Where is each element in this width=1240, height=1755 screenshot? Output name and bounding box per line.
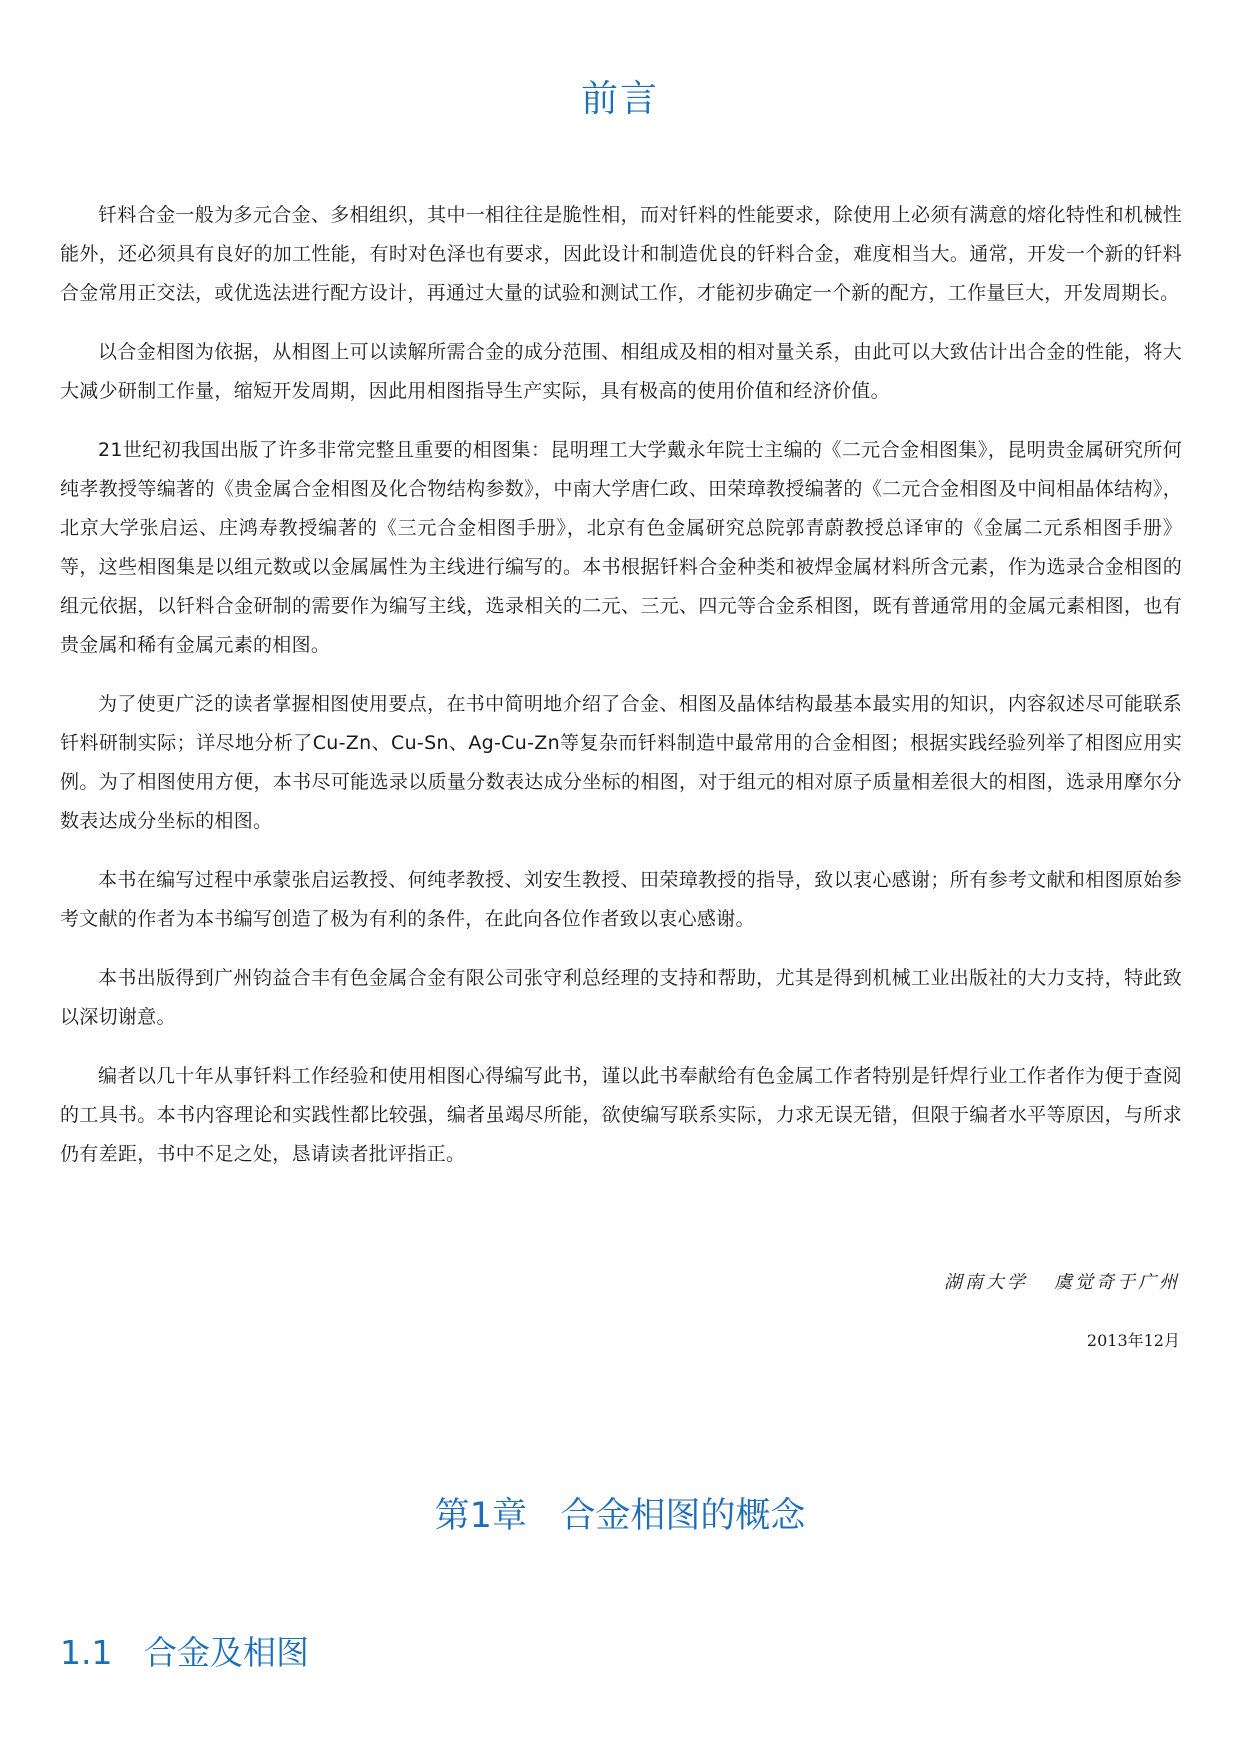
preface-paragraph-1: 钎料合金一般为多元合金、多相组织，其中一相往往是脆性相，而对钎料的性能要求，除使用上必须有满意的熔化特性和机械性能外，还必须具有良好的加工性能，有时对色泽也有要求，因此设计和制造优良的钎料合金，难度相当大。通常，开发一个新的钎料合金常用正交法，或优选法进行配方设计，再通过大量的试验和测试工作，才能初步确定一个新的配方，工作量巨大，开发周期长。 [60, 204, 1182, 304]
preface-paragraph-4: 为了使更广泛的读者掌握相图使用要点，在书中简明地介绍了合金、相图及晶体结构最基本最实用的知识，内容叙述尽可能联系钎料研制实际；详尽地分析了Cu-Zn、Cu-Sn、Ag-Cu-Zn等复杂而钎料制造中最常用的合金相图；根据实践经验列举了相图应用实例。为了相图使用方便，本书尽可能选录以质量分数表达成分坐标的相图，对于组元的相对原子质量相差很大的相图，选录用摩尔分数表达成分坐标的相图。 [60, 693, 1182, 832]
preface-paragraph-7: 编者以几十年从事钎料工作经验和使用相图心得编写此书，谨以此书奉献给有色金属工作者特别是钎焊行业工作者作为便于查阅的工具书。本书内容理论和实践性都比较强，编者虽竭尽所能，欲使编写联系实际，力求无误无错，但限于编者水平等原因，与所求仍有差距，书中不足之处，恳请读者批评指正。 [60, 1065, 1182, 1165]
section-title: 1.1 合金及相图 [60, 1633, 309, 1672]
preface-paragraph-5: 本书在编写过程中承蒙张启运教授、何纯孝教授、刘安生教授、田荣璋教授的指导，致以衷心感谢；所有参考文献和相图原始参考文献的作者为本书编写创造了极为有利的条件，在此向各位作者致以衷心感谢。 [60, 869, 1182, 930]
preface-date: 2013年12月 [1086, 1331, 1180, 1350]
chapter-title: 第1章 合金相图的概念 [434, 1496, 806, 1536]
author-signature: 湖南大学 虞觉奇于广州 [943, 1272, 1180, 1293]
preface-body [60, 196, 1182, 1194]
preface-paragraph-3: 21世纪初我国出版了许多非常完整且重要的相图集：昆明理工大学戴永年院士主编的《二元合金相图集》，昆明贵金属研究所何纯孝教授等编著的《贵金属合金相图及化合物结构参数》，中南大学唐仁政、田荣璋教授编著的《二元合金相图及中间相晶体结构》，北京大学张启运、庄鸿寿教授编著的《三元合金相图手册》，北京有色金属研究总院郭青蔚教授总译审的《金属二元系相图手册》等，这些相图集是以组元数或以金属属性为主线进行编写的。本书根据钎料合金种类和被焊金属材料所含元素，作为选录合金相图的组元依据，以钎料合金研制的需要作为编写主线，选录相关的二元、三元、四元等合金系相图，既有普通常用的金属元素相图，也有贵金属和稀有金属元素的相图。 [60, 439, 1182, 656]
preface-paragraph-2: 以合金相图为依据，从相图上可以读解所需合金的成分范围、相组成及相的相对量关系，由此可以大致估计出合金的性能，将大大减少研制工作量，缩短开发周期，因此用相图指导生产实际，具有极高的使用价值和经济价值。 [60, 341, 1182, 402]
preface-paragraph-6: 本书出版得到广州钧益合丰有色金属合金有限公司张守利总经理的支持和帮助，尤其是得到机械工业出版社的大力支持，特此致以深切谢意。 [60, 967, 1182, 1028]
preface-title: 前言 [581, 77, 659, 120]
